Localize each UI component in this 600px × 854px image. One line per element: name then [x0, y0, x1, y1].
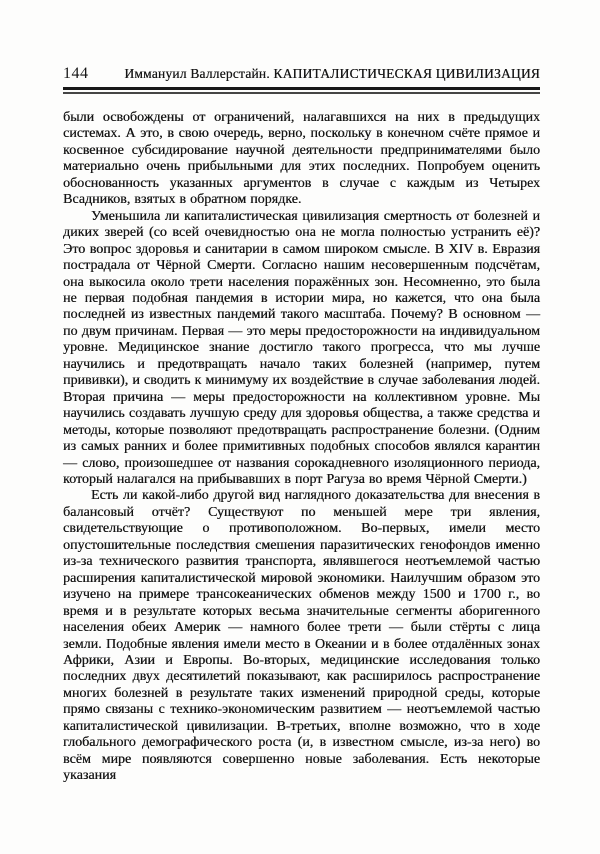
paragraph-continuation: были освобождены от ограничений, налагавшихся на них в предыдущих системах. А это, в свою очередь, верно, поскольку в конечном счёте прямое и косвенное субсидирование научной деятельности предпринимателями было материально очень прибыльными для этих последних. Попробуем оценить обоснованность указанных аргументов в случае с каждым из Четырех Всадников, взятых в обратном порядке. [63, 110, 540, 208]
page-number: 144 [63, 65, 89, 82]
paragraph: Есть ли какой-либо другой вид наглядного доказательства для внесения в балансовый отчёт? Существуют по меньшей мере три явления, свидетельствующие о противоположном. Во-первых, имели место опустошительные последствия смешения паразитических генофондов именно из-за технического развития транспорта, являвшегося неотъемлемой частью расширения капиталистической мировой экономики. Наилучшим образом это изучено на примере трансокеанических обменов между 1500 и 1700 г., во время и в результате которых весьма значительные сегменты аборигенного населения обеих Америк — намного более трети — были стёрты с лица земли. Подобные явления имели место в Океании и в более отдалённых зонах Африки, Азии и Европы. Во-вторых, медицинские исследования только последних двух десятилетий показывают, как расширилось распространение многих болезней в результате таких изменений природной среды, которые прямо связаны с технико-экономическим развитием — неотъемлемой частью капиталистической цивилизации. В-третьих, вполне возможно, что в ходе глобального демографического роста (и, в известном смысле, из-за него) во всём мире появляются совершенно новые заболевания. Есть некоторые указания [63, 488, 540, 784]
paragraph: Уменьшила ли капиталистическая цивилизация смертность от болезней и диких зверей (со всей очевидностью она не могла полностью устранить её)? Это вопрос здоровья и санитарии в самом широком смысле. В XIV в. Евразия пострадала от Чёрной Смерти. Согласно нашим несовершенным подсчётам, она выкосила около трети населения поражённых зон. Несомненно, это была не первая подобная пандемия в истории мира, но кажется, что она была последней из известных пандемий такого масштаба. Почему? В основном — по двум причинам. Первая — это меры предосторожности на индивидуальном уровне. Медицинское знание достигло такого прогресса, что мы лучше научились и предотвращать начало таких болезней (например, путем прививки), и сводить к минимуму их воздействие в случае заболевания людей. Вторая причина — меры предосторожности на коллективном уровне. Мы научились создавать лучшую среду для здоровья общества, а также средства и методы, которые позволяют предотвращать распространение болезни. (Одним из самых ранних и более примитивных подобных способов являлся карантин — слово, произошедшее от названия сорокадневного изоляционного периода, который налагался на прибывавших в порт Рагуза во время Чёрной Смерти.) [63, 208, 540, 487]
header-rule-thin [63, 92, 540, 94]
running-title: Иммануил Валлерстайн. КАПИТАЛИСТИЧЕСКАЯ ЦИВИЛИЗАЦИЯ [124, 66, 540, 81]
page-body [63, 110, 540, 785]
header-rule-thick [63, 87, 540, 90]
page-header [63, 0, 540, 82]
